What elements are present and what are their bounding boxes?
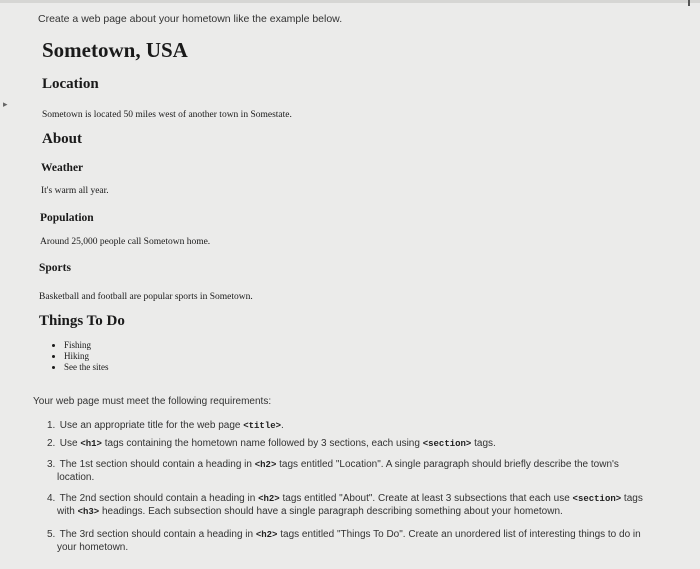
requirement-4: 4. The 2nd section should contain a heading in <h2> tags entitled "About". Create at least 3 subsections that each use <section> tags with <h3> headings. Each subsection should have a single paragraph describing something about your hometown. [47,493,643,517]
margin-tick: ▸ [3,99,8,109]
example-location-paragraph: Sometown is located 50 miles west of another town in Somestate. [42,110,292,120]
example-weather-paragraph: It's warm all year. [41,186,109,196]
requirements-intro: Your web page must meet the following requirements: [33,396,272,407]
list-item: • See the sites [64,362,109,373]
requirement-2: 2. Use <h1> tags containing the hometown name followed by 3 sections, each using <section> tags. [47,438,496,449]
example-things-list [52,340,109,373]
example-sports-paragraph: Basketball and football are popular sports in Sometown. [39,292,253,302]
example-h1: Sometown, USA [42,38,188,62]
corner-mark [688,0,690,6]
top-divider [0,0,700,3]
example-location-heading: Location [42,76,99,92]
list-item: • Hiking [64,351,109,362]
example-population-heading: Population [40,212,94,224]
example-things-heading: Things To Do [39,313,125,329]
example-sports-heading: Sports [39,262,71,274]
list-item: • Fishing [64,340,109,351]
requirement-3: 3. The 1st section should contain a heading in <h2> tags entitled "Location". A single paragraph should briefly describe the town's location. [47,459,619,483]
example-weather-heading: Weather [41,162,84,174]
requirement-5: 5. The 3rd section should contain a heading in <h2> tags entitled "Things To Do". Create an unordered list of interesting things to do in your hometown. [47,529,641,553]
intro-text: Create a web page about your hometown like the example below. [38,13,343,25]
requirement-1: 1. Use an appropriate title for the web page <title>. [47,420,284,431]
example-about-heading: About [42,131,83,147]
example-population-paragraph: Around 25,000 people call Sometown home. [40,237,211,247]
